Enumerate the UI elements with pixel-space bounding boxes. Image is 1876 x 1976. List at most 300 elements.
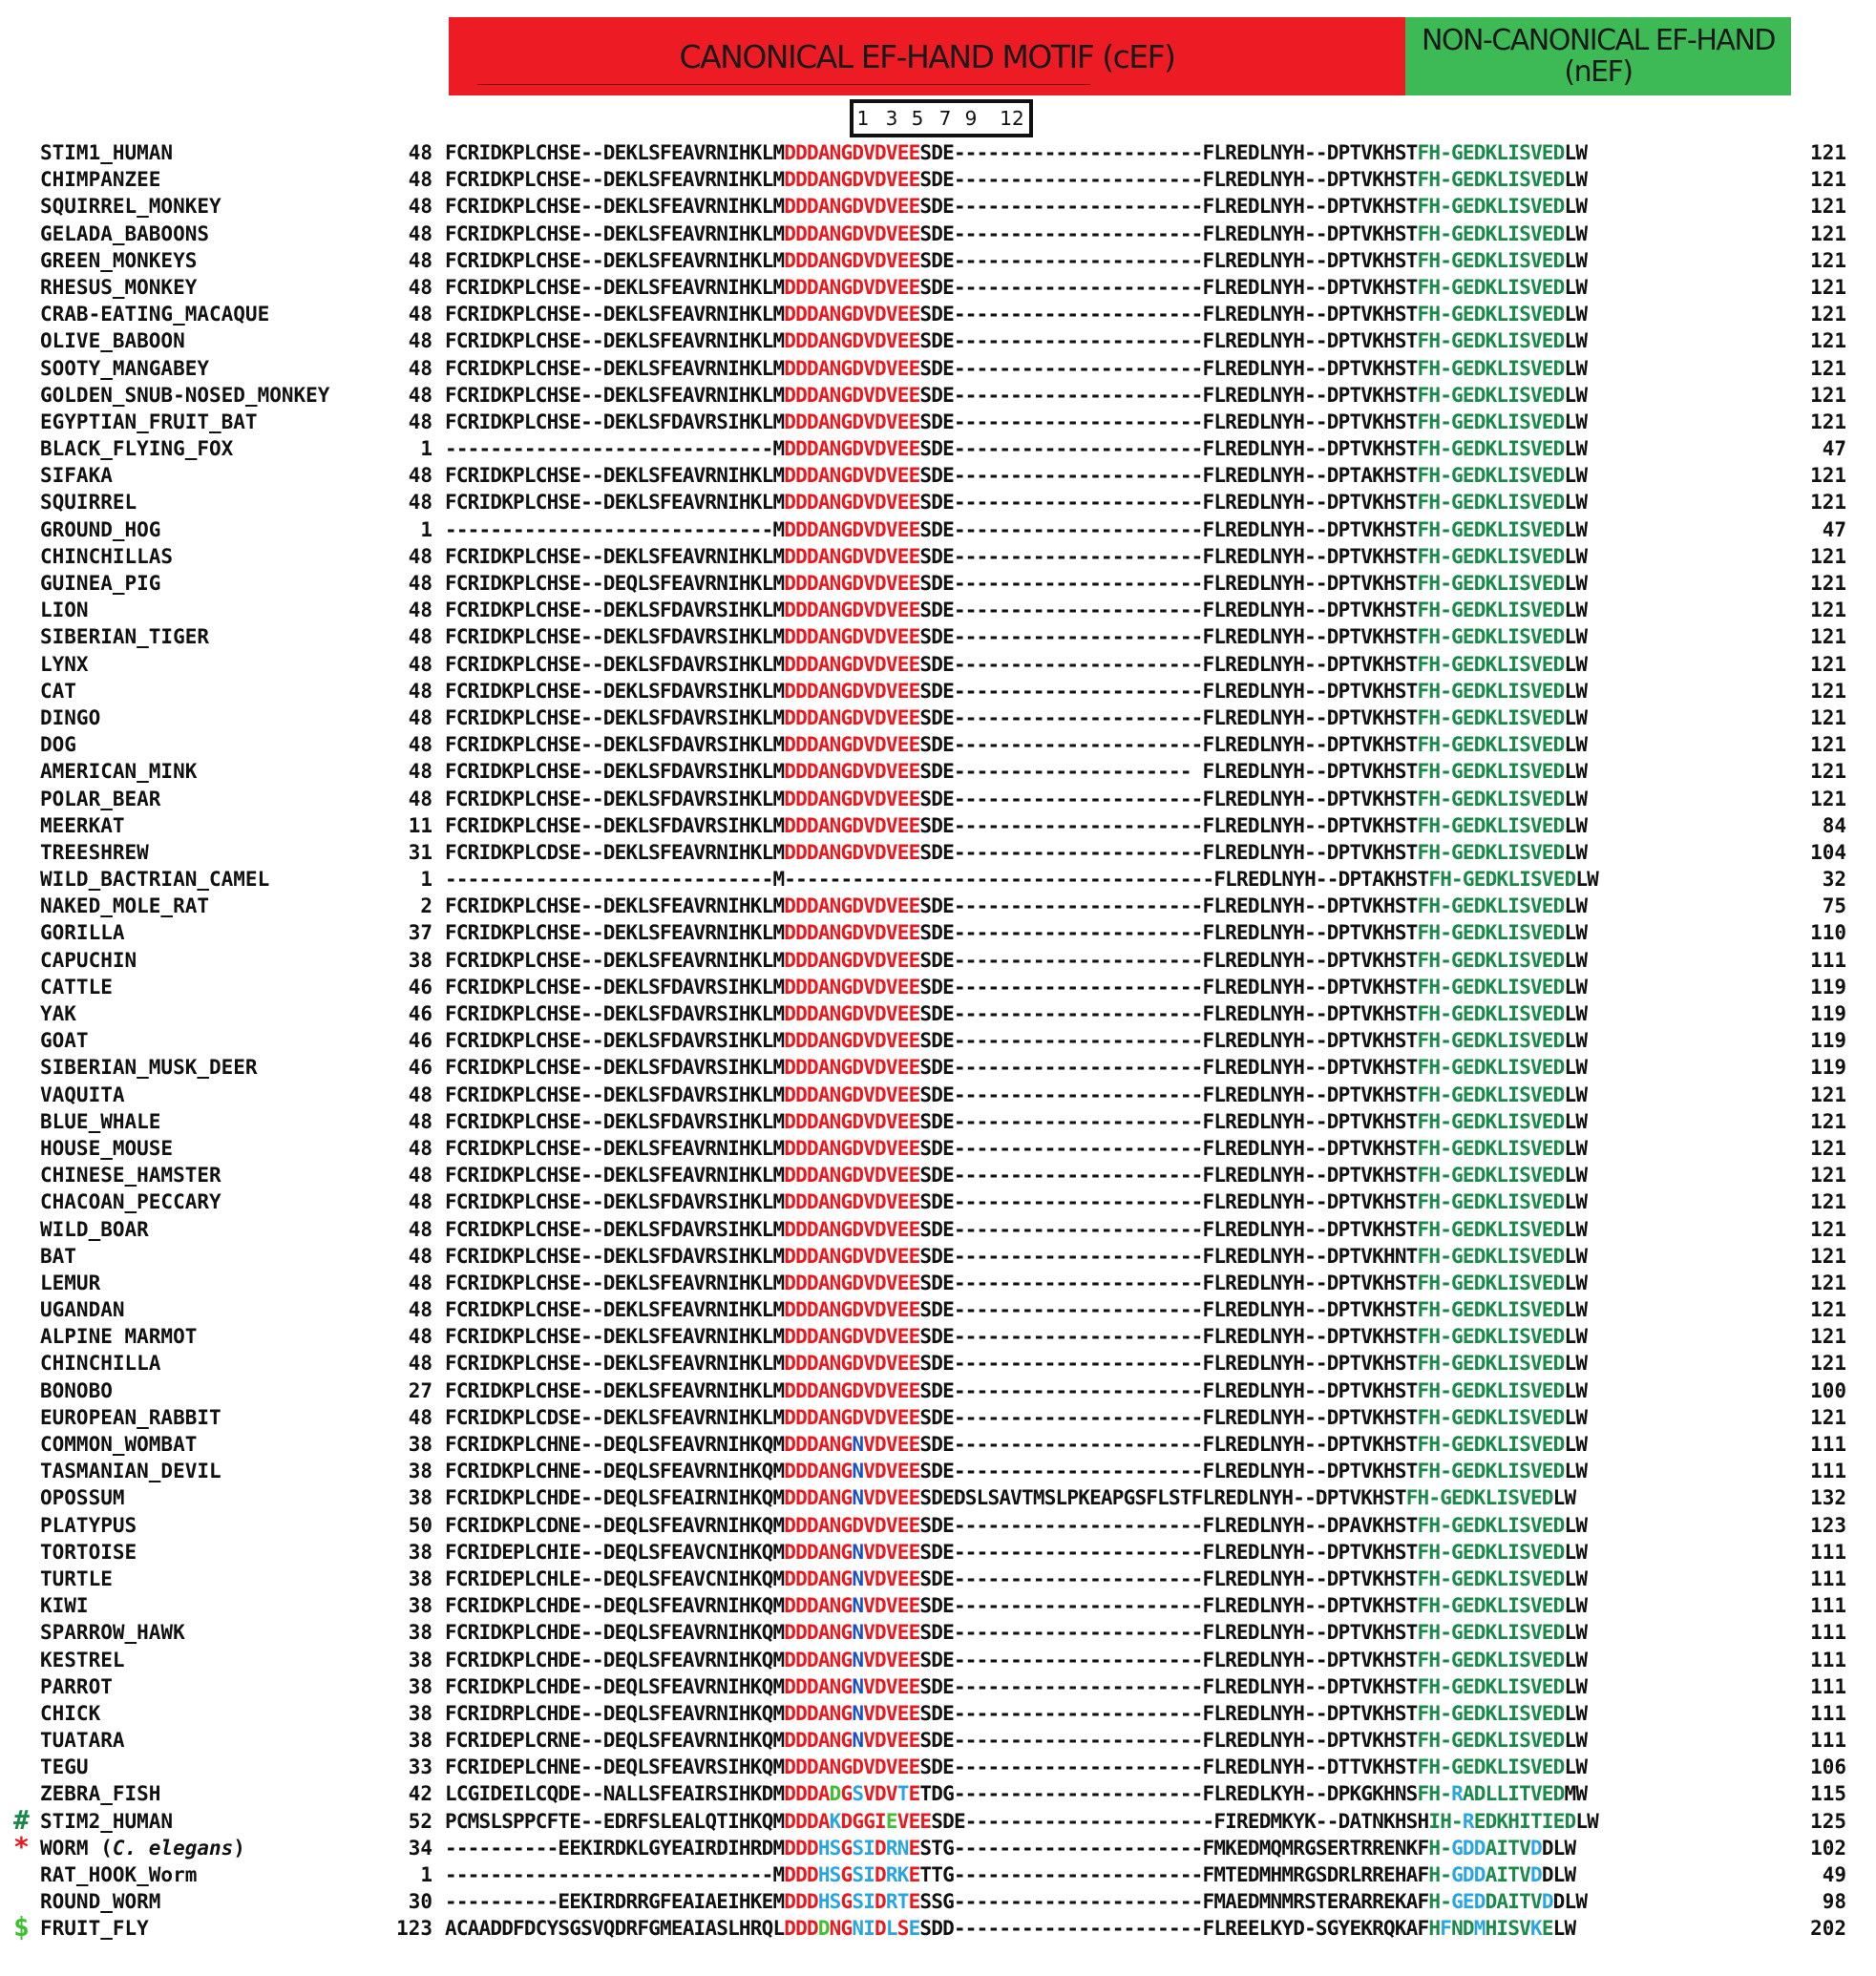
species-name: ALPINE MARMOT — [40, 1325, 198, 1349]
species-name: GOLDEN_SNUB-NOSED_MONKEY — [40, 383, 330, 407]
aligned-sequence: FCRIDKPLCDSE--DEKLSFEAVRNIHKLMDDDANGDVDVEESDE----------------------FLREDLNYH--DPTVKHSTFH-GEDKLISVEDLW — [445, 1405, 1588, 1429]
end-position: 121 — [1810, 248, 1846, 272]
species-name: CHACOAN_PECCARY — [40, 1190, 221, 1214]
end-position: 121 — [1810, 221, 1846, 245]
species-name: WORM (C. elegans) — [40, 1836, 245, 1860]
aligned-sequence: FCRIDKPLCHNE--DEQLSFEAVRNIHKQMDDDANGNVDVEESDE----------------------FLREDLNYH--DPTVKHSTFH-GEDKLISVEDLW — [445, 1433, 1588, 1456]
end-position: 100 — [1810, 1378, 1846, 1402]
species-name: EGYPTIAN_FRUIT_BAT — [40, 410, 258, 433]
start-position: 48 — [408, 733, 432, 757]
start-position: 37 — [408, 921, 432, 945]
start-position: 52 — [408, 1809, 432, 1833]
end-position: 121 — [1810, 383, 1846, 407]
start-position: 48 — [408, 652, 432, 676]
start-position: 30 — [408, 1890, 432, 1914]
motif-residues: FH-GEDKLISVED — [1417, 1190, 1565, 1214]
species-name: SOOTY_MANGABEY — [40, 356, 210, 380]
motif-residues: N — [852, 1729, 864, 1753]
motif-residues: FH-GEDKLISVED — [1417, 1164, 1565, 1188]
end-position: 121 — [1810, 275, 1846, 299]
motif-residues: FH-GEDKLISVED — [1417, 760, 1565, 784]
motif-residues: DDDANGDVDVEE — [784, 975, 920, 999]
motif-residues: DDDA — [784, 1809, 830, 1833]
species-name: BONOBO — [40, 1378, 113, 1402]
species-name: POLAR_BEAR — [40, 787, 161, 810]
aligned-sequence: -----------------------------M--------------------------------------FLREDLNYH--DPTAKHSTFH-GEDKLISVEDLW — [445, 868, 1599, 892]
aligned-sequence: FCRIDKPLCHSE--DEKLSFEAVRNIHKLMDDDANGDVDVEESDE----------------------FLREDLNYH--DPTVKHSTFH-GEDKLISVEDLW — [445, 921, 1588, 945]
aligned-sequence: FCRIDKPLCHSE--DEKLSFEAVRNIHKLMDDDANGDVDVEESDE----------------------FLREDLNYH--DPTVKHSTFH-GEDKLISVEDLW — [445, 168, 1588, 192]
motif-residues: VDVEE — [863, 1729, 920, 1753]
end-position: 49 — [1822, 1863, 1846, 1886]
motif-residues: FH-GEDKLISVED — [1417, 437, 1565, 461]
species-name: RAT_HOOK_Worm — [40, 1863, 198, 1886]
start-position: 38 — [408, 1486, 432, 1510]
motif-residues: FH-GEDKLISVED — [1417, 572, 1565, 595]
end-position: 121 — [1810, 410, 1846, 433]
start-position: 48 — [408, 329, 432, 353]
canonical-ef-hand-title: CANONICAL EF-HAND MOTIF (cEF) — [679, 38, 1175, 75]
motif-residues: DDDANGDVDVEE — [784, 303, 920, 326]
species-name: WILD_BOAR — [40, 1217, 149, 1241]
motif-residues: DDDANGDVDVEE — [784, 1378, 920, 1402]
alignment-row — [0, 758, 1876, 785]
motif-residues: DDDANGDVDVEE — [784, 168, 920, 192]
alignment-row — [0, 355, 1876, 382]
start-position: 42 — [408, 1782, 432, 1806]
motif-residues: FH-GEDKLISVED — [1417, 599, 1565, 622]
start-position: 11 — [408, 813, 432, 837]
alignment-row — [0, 1350, 1876, 1377]
motif-residues: FH-GEDKLISVED — [1417, 168, 1565, 192]
species-name: TEGU — [40, 1755, 89, 1779]
motif-residues: FH-GEDKLISVED — [1417, 1029, 1565, 1053]
alignment-row — [0, 1082, 1876, 1108]
position-label: 12 — [1000, 107, 1024, 130]
motif-residues: F — [1440, 1917, 1452, 1941]
alignment-row — [0, 327, 1876, 354]
species-name: STIM1_HUMAN — [40, 141, 174, 164]
motif-residues: FH-GEDKLISVED — [1417, 356, 1565, 380]
aligned-sequence: FCRIDKPLCHNE--DEQLSFEAVRNIHKQMDDDANGNVDVEESDE----------------------FLREDLNYH--DPTVKHSTFH-GEDKLISVEDLW — [445, 1460, 1588, 1483]
motif-residues: FH-GEDKLISVED — [1428, 868, 1576, 892]
motif-residues: AITV — [1485, 1836, 1530, 1860]
end-position: 111 — [1810, 1460, 1846, 1483]
species-name: SIBERIAN_MUSK_DEER — [40, 1056, 258, 1080]
motif-residues: DDDANGDVDVEE — [784, 1244, 920, 1268]
species-name: TASMANIAN_DEVIL — [40, 1460, 221, 1483]
species-marker: $ — [13, 1911, 30, 1944]
motif-residues: D — [875, 1836, 886, 1860]
alignment-row — [0, 623, 1876, 650]
motif-residues: DDDA — [784, 1782, 830, 1806]
aligned-sequence: FCRIDKPLCHSE--DEKLSFEAVRNIHKLMDDDANGDVDVEESDE----------------------FLREDLNYH--DPTVKHSTFH-GEDKLISVEDLW — [445, 1352, 1588, 1376]
end-position: 121 — [1810, 1405, 1846, 1429]
motif-residues: FH-GEDKLISVED — [1417, 1460, 1565, 1483]
aligned-sequence: -----------------------------MDDDHSGSIDRKETTG----------------------FMTEDMHMRGSDRLRREHAFH-GDDAITVDDLW — [445, 1863, 1576, 1886]
motif-residues: FH-GEDKLISVED — [1417, 1701, 1565, 1725]
alignment-row — [0, 1108, 1876, 1135]
motif-residues: FH-GEDKLISVED — [1417, 141, 1565, 164]
alignment-row — [0, 1458, 1876, 1484]
aligned-sequence: FCRIDKPLCHSE--DEKLSFEAVRNIHKLMDDDANGDVDVEESDE----------------------FLREDLNYH--DPTVKHSTFH-GEDKLISVEDLW — [445, 1164, 1588, 1188]
motif-residues: E — [1541, 1917, 1553, 1941]
alignment-row — [0, 866, 1876, 893]
motif-residues: DDDANGDVDVEE — [784, 329, 920, 353]
species-name: SQUIRREL_MONKEY — [40, 195, 221, 219]
motif-residues: DDDANGDVDVEE — [784, 625, 920, 649]
end-position: 111 — [1810, 948, 1846, 972]
motif-residues: VDVEE — [863, 1648, 920, 1671]
motif-residues: FH-GEDKLISVED — [1417, 625, 1565, 649]
motif-residues: DDDANGDVDVEE — [784, 221, 920, 245]
motif-residues: DDDANGDVDVEE — [784, 1352, 920, 1376]
motif-residues: DDDANGDVDVEE — [784, 679, 920, 703]
start-position: 34 — [408, 1836, 432, 1860]
motif-residues: DDDANGDVDVEE — [784, 572, 920, 595]
end-position: 121 — [1810, 303, 1846, 326]
species-name: ROUND_WORM — [40, 1890, 161, 1914]
motif-residues: DDDANGDVDVEE — [784, 705, 920, 729]
aligned-sequence: LCGIDEILCQDE--NALLSFEAIRSIHKDMDDDADGSVDVTETDG----------------------FLREDLKYH--DPKGKHNSFH-RADLLITVEDMW — [445, 1782, 1588, 1806]
alignment-row — [0, 139, 1876, 166]
motif-residues: DDDANG — [784, 1460, 853, 1483]
species-name: AMERICAN_MINK — [40, 760, 198, 784]
motif-residues: FH-GEDKLISVED — [1417, 733, 1565, 757]
motif-residues: G — [840, 1863, 853, 1886]
motif-residues: D — [875, 1917, 886, 1941]
alignment-row — [0, 1566, 1876, 1592]
motif-residues: RT — [885, 1890, 909, 1914]
alignment-row — [0, 1647, 1876, 1673]
motif-residues: VDVEE — [863, 1674, 920, 1698]
end-position: 121 — [1810, 1352, 1846, 1376]
motif-residues: DDDANGDVDVEE — [784, 1325, 920, 1349]
alignment-row — [0, 731, 1876, 758]
motif-residues: FH-GEDKLISVED — [1417, 679, 1565, 703]
start-position: 48 — [408, 1325, 432, 1349]
alignment-row — [0, 247, 1876, 274]
alignment-row — [0, 1830, 1876, 1862]
start-position: 38 — [408, 1674, 432, 1698]
aligned-sequence: FCRIDKPLCHSE--DEKLSFEAVRNIHKLMDDDANGDVDVEESDE----------------------FLREDLNYH--DPTVKHSTFH-GEDKLISVEDLW — [445, 1378, 1588, 1402]
start-position: 38 — [408, 1433, 432, 1456]
motif-residues: FH-GEDKLISVED — [1417, 1136, 1565, 1160]
start-position: 46 — [408, 1029, 432, 1053]
motif-residues: DGGI — [840, 1809, 886, 1833]
banner-underline — [477, 84, 1090, 85]
motif-residues: GED — [1451, 1890, 1486, 1914]
aligned-sequence: FCRIDKPLCHSE--DEKLSFEAVRNIHKLMDDDANGDVDVEESDE----------------------FLREDLNYH--DPTVKHSTFH-GEDKLISVEDLW — [445, 221, 1588, 245]
aligned-sequence: FCRIDKPLCHDE--DEQLSFEAVRNIHKQMDDDANGNVDVEESDE----------------------FLREDLNYH--DPTVKHSTFH-GEDKLISVEDLW — [445, 1594, 1588, 1618]
motif-residues: DDDANGDVDVEE — [784, 1083, 920, 1106]
species-name: CHINCHILLA — [40, 1352, 161, 1376]
motif-residues: N — [852, 1648, 864, 1671]
motif-residues: DDDANG — [784, 1621, 853, 1645]
aligned-sequence: FCRIDKPLCHSE--DEKLSFEAVRNIHKLMDDDANGDVDVEESDE----------------------FLREDLNYH--DPTVKHSTFH-GEDKLISVEDLW — [445, 1298, 1588, 1322]
start-position: 48 — [408, 248, 432, 272]
start-position: 48 — [408, 1405, 432, 1429]
motif-residues: DDDANGDVDVEE — [784, 1002, 920, 1025]
motif-residues: DDDANGDVDVEE — [784, 544, 920, 568]
alignment-row — [0, 1803, 1876, 1836]
end-position: 104 — [1810, 840, 1846, 864]
start-position: 48 — [408, 572, 432, 595]
canonical-ef-hand-banner — [449, 17, 1405, 95]
alignment-row — [0, 1592, 1876, 1619]
start-position: 48 — [408, 221, 432, 245]
motif-residues: DDDANGDVDVEE — [784, 1109, 920, 1133]
aligned-sequence: FCRIDKPLCHDE--DEQLSFEAVRNIHKQMDDDANGNVDVEESDE----------------------FLREDLNYH--DPTVKHSTFH-GEDKLISVEDLW — [445, 1621, 1588, 1645]
start-position: 123 — [396, 1917, 432, 1941]
aligned-sequence: FCRIDKPLCHSE--DEKLSFDAVRSIHKLMDDDANGDVDVEESDE--------------------- FLREDLNYH--DPTVKHSTFH-GEDKLISVEDLW — [445, 760, 1588, 784]
motif-residues: DDDANG — [784, 1674, 853, 1698]
motif-residues: FH-GEDKLISVED — [1417, 1566, 1565, 1590]
end-position: 84 — [1822, 813, 1846, 837]
end-position: 121 — [1810, 1325, 1846, 1349]
motif-residues: R — [1451, 1782, 1463, 1806]
motif-residues: FH-GEDKLISVED — [1417, 1405, 1565, 1429]
aligned-sequence: FCRIDKPLCHSE--DEKLSFEAVRNIHKLMDDDANGDVDVEESDE----------------------FLREDLNYH--DPTVKHSTFH-GEDKLISVEDLW — [445, 195, 1588, 219]
start-position: 1 — [420, 868, 432, 892]
aligned-sequence: FCRIDEPLCRNE--DEQLSFEAVRNIHKQMDDDANGNVDVEESDE----------------------FLREDLNYH--DPTVKHSTFH-GEDKLISVEDLW — [445, 1729, 1588, 1753]
species-name: BLACK_FLYING_FOX — [40, 437, 234, 461]
end-position: 121 — [1810, 356, 1846, 380]
motif-residues: DDDANGDVDVEE — [784, 733, 920, 757]
start-position: 48 — [408, 787, 432, 810]
alignment-row — [0, 1673, 1876, 1700]
species-name: PLATYPUS — [40, 1513, 137, 1537]
motif-residues: N — [852, 1674, 864, 1698]
aligned-sequence: FCRIDKPLCHSE--DEKLSFDAVRSIHKLMDDDANGDVDVEESDE----------------------FLREDLNYH--DPTVKHSTFH-GEDKLISVEDLW — [445, 1217, 1588, 1241]
motif-residues: FH-GEDKLISVED — [1417, 195, 1565, 219]
start-position: 50 — [408, 1513, 432, 1537]
aligned-sequence: FCRIDKPLCHSE--DEKLSFDAVRSIHKLMDDDANGDVDVEESDE----------------------FLREDLNYH--DPTVKHSTFH-GEDKLISVEDLW — [445, 1002, 1588, 1025]
motif-residues: FH-GEDKLISVED — [1417, 1755, 1565, 1779]
start-position: 48 — [408, 275, 432, 299]
end-position: 111 — [1810, 1648, 1846, 1671]
aligned-sequence: FCRIDKPLCHSE--DEKLSFDAVRSIHKLMDDDANGDVDVEESDE----------------------FLREDLNYH--DPTVKHSTFH-GEDKLISVEDLW — [445, 705, 1588, 729]
motif-residues: DDDANGDVDVEE — [784, 652, 920, 676]
aligned-sequence: FCRIDKPLCHDE--DEQLSFEAVRNIHKQMDDDANGNVDVEESDE----------------------FLREDLNYH--DPTVKHSTFH-GEDKLISVEDLW — [445, 1648, 1588, 1671]
end-position: 111 — [1810, 1729, 1846, 1753]
motif-residues: DDDANGDVDVEE — [784, 1271, 920, 1294]
end-position: 111 — [1810, 1621, 1846, 1645]
motif-residues: VDVEE — [863, 1433, 920, 1456]
alignment-row — [0, 166, 1876, 193]
aligned-sequence: FCRIDKPLCHSE--DEKLSFDAVRSIHKLMDDDANGDVDVEESDE----------------------FLREDLNYH--DPTVKHSTFH-GEDKLISVEDLW — [445, 1083, 1588, 1106]
species-name: GREEN_MONKEYS — [40, 248, 198, 272]
motif-residues: FH-GEDKLISVED — [1417, 1056, 1565, 1080]
start-position: 48 — [408, 491, 432, 515]
alignment-row — [0, 1000, 1876, 1027]
end-position: 110 — [1810, 921, 1846, 945]
start-position: 48 — [408, 1298, 432, 1322]
motif-residues: DDDANGDVDVEE — [784, 464, 920, 488]
alignment-row — [0, 1619, 1876, 1646]
motif-residues: NG — [829, 1917, 853, 1941]
motif-residues: FH-GEDKLISVED — [1417, 248, 1565, 272]
aligned-sequence: FCRIDKPLCHSE--DEKLSFEAVRNIHKLMDDDANGDVDVEESDE----------------------FLREDLNYH--DPTVKHSTFH-GEDKLISVEDLW — [445, 275, 1588, 299]
aligned-sequence: FCRIDKPLCHSE--DEKLSFEAVRNIHKLMDDDANGDVDVEESDE----------------------FLREDLNYH--DPTVKHSTFH-GEDKLISVEDLW — [445, 303, 1588, 326]
motif-residues: FH-GEDKLISVED — [1417, 1352, 1565, 1376]
motif-residues: FH-GEDKLISVED — [1417, 464, 1565, 488]
start-position: 46 — [408, 1056, 432, 1080]
motif-residues: DDDANGDVDVEE — [784, 410, 920, 433]
motif-residues: DDDANGDVDVEE — [784, 248, 920, 272]
end-position: 32 — [1822, 868, 1846, 892]
motif-residues: VDVEE — [863, 1701, 920, 1725]
motif-residues: FH-GEDKLISVED — [1417, 1674, 1565, 1698]
motif-residues: DDDANGDVDVEE — [784, 1217, 920, 1241]
aligned-sequence: FCRIDKPLCHSE--DEKLSFDAVRSIHKLMDDDANGDVDVEESDE----------------------FLREDLNYH--DPTVKHSTFH-GEDKLISVEDLW — [445, 733, 1588, 757]
end-position: 121 — [1810, 1164, 1846, 1188]
start-position: 48 — [408, 1190, 432, 1214]
motif-residues: VDVEE — [863, 1621, 920, 1645]
motif-residues: IH- — [1428, 1809, 1463, 1833]
motif-residues: RN — [885, 1836, 909, 1860]
motif-residues: FH-GEDKLISVED — [1417, 1729, 1565, 1753]
species-name: CRAB-EATING_MACAQUE — [40, 303, 270, 326]
start-position: 48 — [408, 1164, 432, 1188]
motif-residues: N — [852, 1594, 864, 1618]
motif-residues: FH-GEDKLISVED — [1417, 948, 1565, 972]
motif-residues: ADLLITVED — [1462, 1782, 1565, 1806]
motif-residues: FH-GEDKLISVED — [1417, 894, 1565, 918]
alignment-row — [0, 1512, 1876, 1539]
start-position: 48 — [408, 356, 432, 380]
alignment-row — [0, 1404, 1876, 1431]
start-position: 48 — [408, 141, 432, 164]
motif-residues: DDDANGDVDVEE — [784, 787, 920, 810]
alignment-row — [0, 1135, 1876, 1162]
species-name: STIM2_HUMAN — [40, 1809, 174, 1833]
end-position: 132 — [1810, 1486, 1846, 1510]
motif-residues: DDD — [784, 1890, 818, 1914]
motif-residues: DDDANGDVDVEE — [784, 1056, 920, 1080]
end-position: 121 — [1810, 491, 1846, 515]
start-position: 38 — [408, 1648, 432, 1671]
aligned-sequence: FCRIDKPLCHDE--DEQLSFEAVRNIHKQMDDDANGNVDVEESDE----------------------FLREDLNYH--DPTVKHSTFH-GEDKLISVEDLW — [445, 1674, 1588, 1698]
end-position: 121 — [1810, 652, 1846, 676]
motif-residues: FH-GEDKLISVED — [1417, 383, 1565, 407]
species-name: BLUE_WHALE — [40, 1109, 161, 1133]
position-label: 7 — [938, 107, 952, 130]
aligned-sequence: FCRIDKPLCHSE--DEKLSFDAVRSIHKLMDDDANGDVDVEESDE----------------------FLREDLNYH--DPTVKHSTFH-GEDKLISVEDLW — [445, 1056, 1588, 1080]
motif-residues: HS — [817, 1836, 841, 1860]
aligned-sequence: FCRIDKPLCHSE--DEKLSFDAVRSIHKLMDDDANGDVDVEESDE----------------------FLREDLNYH--DPTVKHSTFH-GEDKLISVEDLW — [445, 813, 1588, 837]
motif-residues: E — [908, 1863, 920, 1886]
aligned-sequence: FCRIDKPLCHSE--DEKLSFEAVRNIHKLMDDDANGDVDVEESDE----------------------FLREDLNYH--DPTVKHSTFH-GEDKLISVEDLW — [445, 491, 1588, 515]
motif-residues: DDDANG — [784, 1729, 853, 1753]
noncanonical-title-line1: NON-CANONICAL EF-HAND — [1421, 24, 1775, 57]
alignment-row — [0, 1484, 1876, 1511]
motif-residues: FH-GEDKLISVED — [1417, 1648, 1565, 1671]
alignment-row — [0, 597, 1876, 623]
species-name: DOG — [40, 733, 76, 757]
motif-residues: FH-GEDKLISVED — [1405, 1486, 1553, 1510]
species-name: KIWI — [40, 1594, 89, 1618]
end-position: 202 — [1810, 1917, 1846, 1941]
start-position: 48 — [408, 464, 432, 488]
motif-residues: D — [1529, 1836, 1542, 1860]
motif-residues: D — [1541, 1890, 1553, 1914]
motif-residues: E — [908, 1917, 920, 1941]
motif-residues: FH- — [1417, 1782, 1452, 1806]
start-position: 48 — [408, 195, 432, 219]
aligned-sequence: FCRIDKPLCHSE--DEKLSFEAVRNIHKLMDDDANGDVDVEESDE----------------------FLREDLNYH--DPTAKHSTFH-GEDKLISVEDLW — [445, 464, 1588, 488]
end-position: 102 — [1810, 1836, 1846, 1860]
species-name: SQUIRREL — [40, 491, 137, 515]
aligned-sequence: -----------------------------MDDDANGDVDVEESDE----------------------FLREDLNYH--DPTVKHSTFH-GEDKLISVEDLW — [445, 517, 1588, 541]
motif-residues: DDDANG — [784, 1540, 853, 1564]
end-position: 111 — [1810, 1594, 1846, 1618]
motif-residues: G — [840, 1836, 853, 1860]
motif-residues: N — [852, 1566, 864, 1590]
alignment-row — [0, 1861, 1876, 1888]
aligned-sequence: FCRIDKPLCHDE--DEQLSFEAIRNIHKQMDDDANGNVDVEESDEDSLSAVTMSLPKEAPGSFLSTFLREDLNYH--DPTVKHSTFH-GEDKLISVEDLW — [445, 1486, 1576, 1510]
end-position: 121 — [1810, 195, 1846, 219]
motif-residues: DDDANG — [784, 1566, 853, 1590]
aligned-sequence: FCRIDKPLCHSE--DEKLSFDAVRSIHKLMDDDANGDVDVEESDE----------------------FLREDLNYH--DPTVKHSTFH-GEDKLISVEDLW — [445, 1029, 1588, 1053]
motif-residues: M — [1473, 1917, 1486, 1941]
motif-residues: DDDANGDVDVEE — [784, 1164, 920, 1188]
aligned-sequence: FCRIDEPLCHLE--DEQLSFEAVCNIHKQMDDDANGNVDVEESDE----------------------FLREDLNYH--DPTVKHSTFH-GEDKLISVEDLW — [445, 1566, 1588, 1590]
motif-residues: K — [1529, 1917, 1542, 1941]
start-position: 1 — [420, 437, 432, 461]
end-position: 47 — [1822, 437, 1846, 461]
end-position: 121 — [1810, 1271, 1846, 1294]
alignment-row — [0, 839, 1876, 866]
aligned-sequence: FCRIDKPLCHSE--DEKLSFDAVRSIHKLMDDDANGDVDVEESDE----------------------FLREDLNYH--DPTVKHSTFH-GEDKLISVEDLW — [445, 1109, 1588, 1133]
motif-residues: DDDANGDVDVEE — [784, 1405, 920, 1429]
end-position: 111 — [1810, 1674, 1846, 1698]
end-position: 111 — [1810, 1433, 1846, 1456]
start-position: 48 — [408, 679, 432, 703]
species-name: BAT — [40, 1244, 76, 1268]
end-position: 121 — [1810, 168, 1846, 192]
motif-residues: DDD — [784, 1917, 818, 1941]
start-position: 48 — [408, 1217, 432, 1241]
alignment-row — [0, 1539, 1876, 1566]
alignment-row — [0, 1243, 1876, 1270]
motif-residues: SI — [852, 1890, 875, 1914]
position-label: 3 — [885, 107, 898, 130]
start-position: 48 — [408, 1352, 432, 1376]
motif-residues: K — [829, 1809, 841, 1833]
alignment-row — [0, 893, 1876, 919]
aligned-sequence: FCRIDKPLCHSE--DEKLSFDAVRSIHKLMDDDANGDVDVEESDE----------------------FLREDLNYH--DPTVKHSTFH-GEDKLISVEDLW — [445, 975, 1588, 999]
alignment-row — [0, 274, 1876, 301]
end-position: 98 — [1822, 1890, 1846, 1914]
motif-residues: FH-GEDKLISVED — [1417, 1378, 1565, 1402]
end-position: 121 — [1810, 1109, 1846, 1133]
end-position: 121 — [1810, 760, 1846, 784]
motif-residues: D — [875, 1890, 886, 1914]
motif-residues: RK — [885, 1863, 909, 1886]
motif-residues: VEE — [896, 1809, 932, 1833]
species-name: LEMUR — [40, 1271, 101, 1294]
motif-residues: DDDANGDVDVEE — [784, 1755, 920, 1779]
start-position: 48 — [408, 1109, 432, 1133]
aligned-sequence: FCRIDKPLCHSE--DEKLSFEAVRNIHKLMDDDANGDVDVEESDE----------------------FLREDLNYH--DPTVKHSTFH-GEDKLISVEDLW — [445, 1136, 1588, 1160]
motif-residues: D — [875, 1863, 886, 1886]
species-name: CAT — [40, 679, 76, 703]
motif-residues: DDDANG — [784, 1701, 853, 1725]
motif-residues: DDDANGDVDVEE — [784, 437, 920, 461]
species-name: TURTLE — [40, 1566, 113, 1590]
motif-residues: FH-GEDKLISVED — [1417, 221, 1565, 245]
start-position: 48 — [408, 599, 432, 622]
